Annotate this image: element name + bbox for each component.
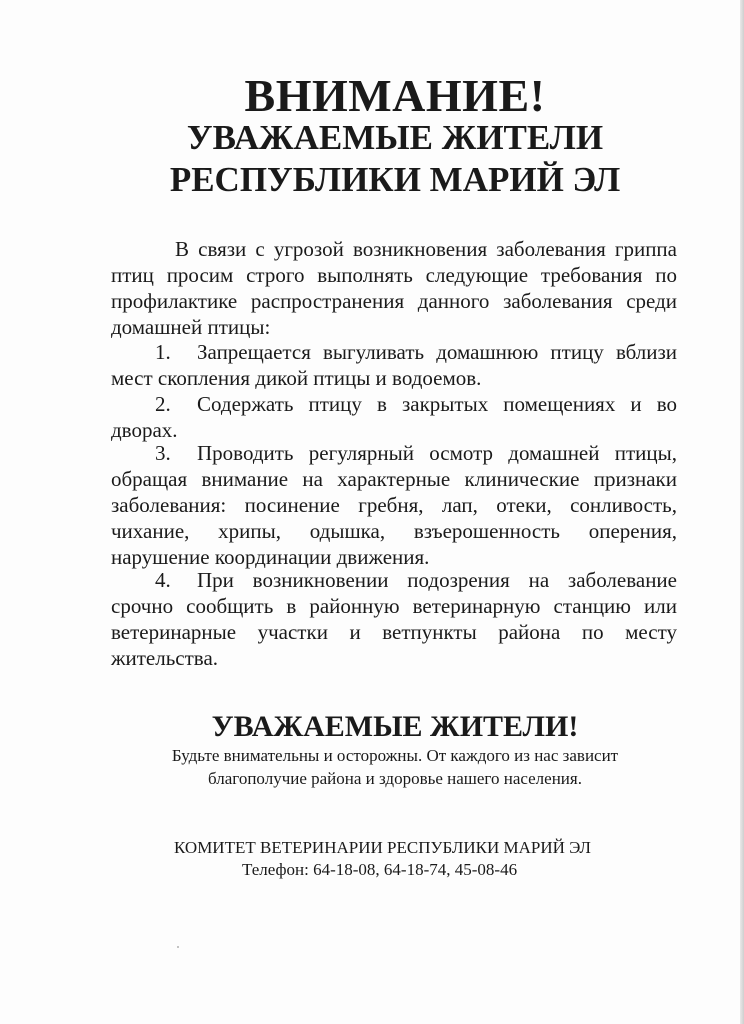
requirement-item: [111, 567, 677, 671]
advice-line-1: Будьте внимательны и осторожны. От каждого из нас зависит: [171, 746, 619, 765]
residents-heading: УВАЖАЕМЫЕ ЖИТЕЛИ!: [211, 710, 579, 743]
attention-title: ВНИМАНИЕ!: [244, 70, 546, 121]
requirement-item: [111, 339, 677, 391]
intro-paragraph: В связи с угрозой возникновения заболевания гриппа птиц просим строго выполнять следующие требования по профилактике распространения данного заболевания среди домашней птицы:: [111, 237, 677, 339]
requirement-number: 4.: [155, 568, 171, 592]
advice-line-2: благополучие района и здоровье нашего населения.: [208, 769, 582, 788]
requirement-text: Запрещается выгуливать домашнюю птицу вблизи мест скопления дикой птицы и водоемов.: [111, 340, 677, 390]
requirement-item: [111, 391, 677, 443]
requirement-number: 1.: [155, 340, 171, 364]
requirement-number: 3.: [155, 441, 171, 465]
address-line-1: УВАЖАЕМЫЕ ЖИТЕЛИ: [186, 118, 604, 157]
scan-speck: [177, 946, 179, 948]
committee-name: КОМИТЕТ ВЕТЕРИНАРИИ РЕСПУБЛИКИ МАРИЙ ЭЛ: [174, 838, 591, 857]
requirement-item: [111, 440, 677, 570]
requirement-text: Проводить регулярный осмотр домашней птицы, обращая внимание на характерные клинические признаки заболевания: посинение гребня, лап, отеки, сонливость, чихание, хрипы, одышка, взъерошенность оперения, нарушение координации движения.: [111, 441, 677, 569]
requirement-text: При возникновении подозрения на заболевание срочно сообщить в районную ветеринарную станцию или ветеринарные участки и ветпункты района по месту жительства.: [111, 568, 677, 670]
address-line-2: РЕСПУБЛИКИ МАРИЙ ЭЛ: [169, 160, 621, 199]
requirement-number: 2.: [155, 392, 171, 416]
phone-numbers: Телефон: 64-18-08, 64-18-74, 45-08-46: [242, 860, 518, 879]
requirement-text: Содержать птицу в закрытых помещениях и во дворах.: [111, 392, 677, 442]
